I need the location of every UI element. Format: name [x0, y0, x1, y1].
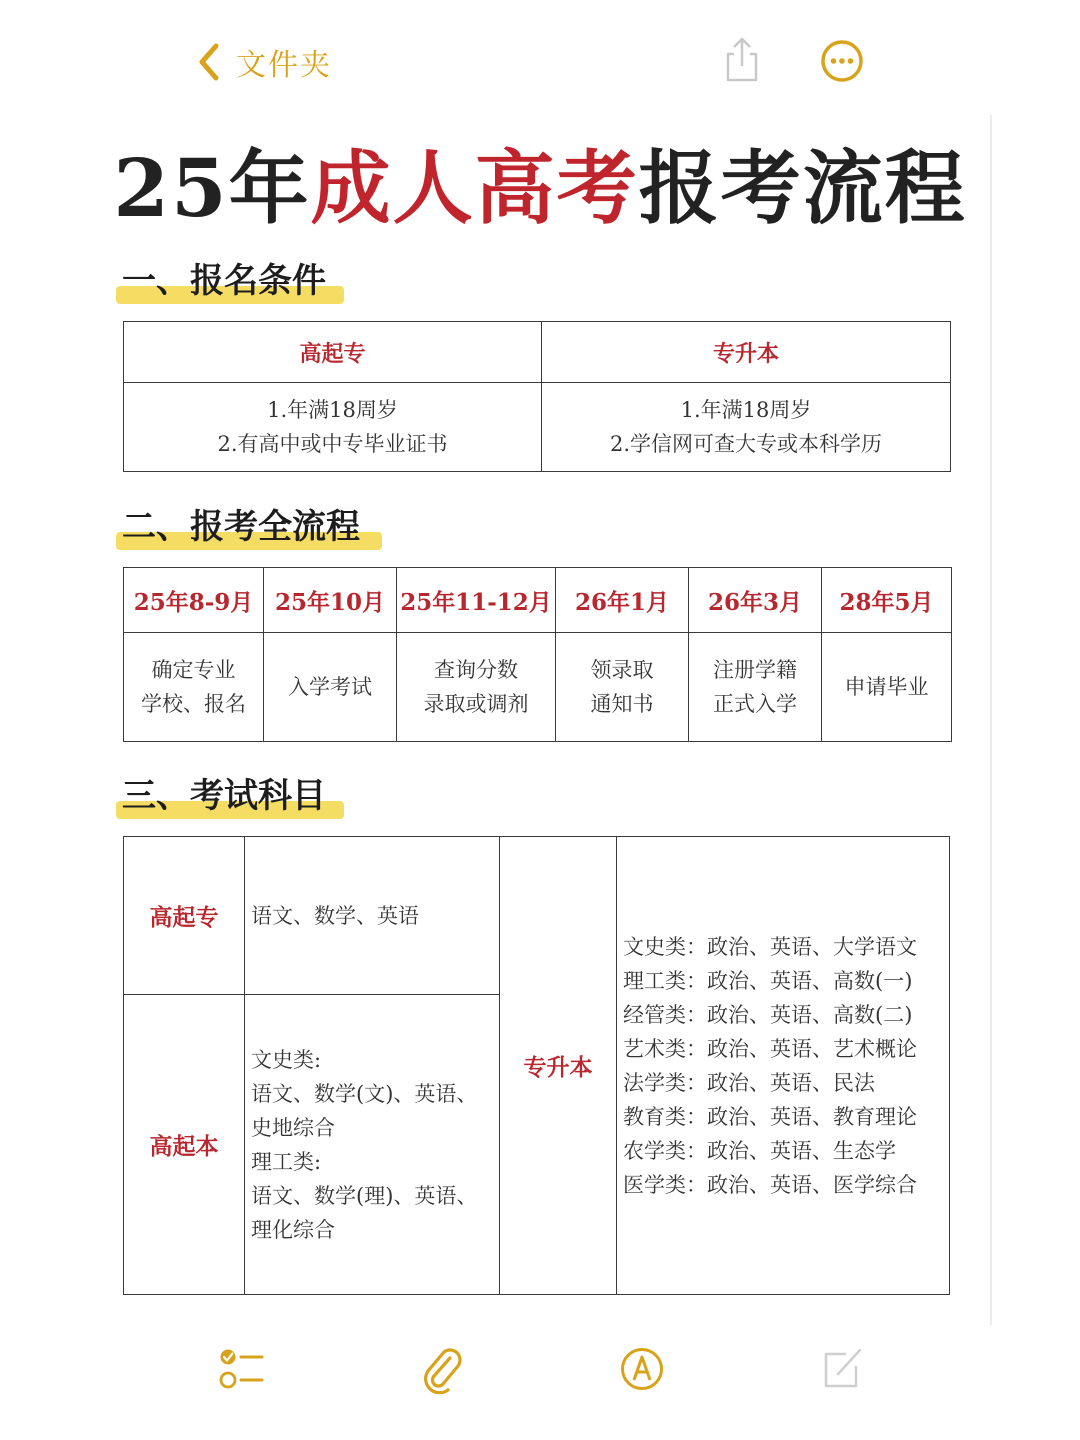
page-title	[0, 140, 1080, 236]
column-header: 专升本	[542, 322, 951, 383]
checklist-icon	[216, 1346, 266, 1392]
requirement-cell	[542, 383, 951, 472]
process-table	[123, 567, 952, 742]
scroll-divider	[990, 115, 992, 1325]
chevron-left-icon	[196, 42, 222, 82]
subject-line: 艺术类：政治、英语、艺术概论	[623, 1036, 917, 1061]
section-heading-text: 一、报名条件	[122, 261, 326, 301]
subject-line: 理工类：政治、英语、高数(一)	[623, 968, 913, 993]
step-date: 26年1月	[556, 568, 689, 633]
subjects-gqz: 语文、数学、英语	[245, 837, 500, 995]
step-line: 确定专业	[151, 658, 236, 682]
step-desc	[264, 633, 397, 742]
subject-line: 理化综合	[251, 1217, 335, 1242]
subject-line: 文史类:	[251, 1047, 322, 1072]
share-button[interactable]	[722, 36, 762, 84]
section-heading-text: 二、报考全流程	[122, 507, 360, 547]
subject-line: 法学类：政治、英语、民法	[623, 1070, 875, 1095]
step-desc	[397, 633, 556, 742]
requirement-cell	[124, 383, 542, 472]
subject-line: 语文、数学(文)、英语、	[251, 1081, 478, 1106]
checklist-button[interactable]	[216, 1346, 266, 1392]
share-icon	[722, 36, 762, 84]
back-label: 文件夹	[236, 48, 332, 83]
ellipsis-circle-icon	[820, 39, 864, 83]
level-label-gqb: 高起本	[124, 995, 245, 1295]
column-header: 高起专	[124, 322, 542, 383]
back-button[interactable]	[196, 38, 332, 86]
markup-button[interactable]	[619, 1346, 665, 1392]
step-date: 28年5月	[822, 568, 952, 633]
title-suffix: 报考流程	[638, 141, 967, 235]
step-desc	[822, 633, 952, 742]
step-line: 注册学籍	[713, 658, 797, 682]
subject-line: 医学类：政治、英语、医学综合	[623, 1172, 917, 1197]
section-heading-text: 三、考试科目	[122, 776, 326, 816]
step-date: 25年11-12月	[397, 568, 556, 633]
section-heading-process	[122, 502, 360, 552]
step-date: 25年10月	[264, 568, 397, 633]
subjects-zsb	[617, 837, 950, 1295]
requirement-line: 2.有高中或中专毕业证书	[217, 432, 448, 456]
title-highlight: 成人高考	[310, 141, 639, 235]
step-date: 26年3月	[689, 568, 822, 633]
step-desc	[124, 633, 264, 742]
subject-line: 文史类：政治、英语、大学语文	[623, 934, 917, 959]
section-heading-requirements	[122, 256, 326, 306]
step-line: 查询分数	[434, 658, 518, 682]
step-line: 学校、报名	[141, 692, 246, 716]
markup-pen-icon	[619, 1346, 665, 1392]
subjects-gqb	[245, 995, 500, 1295]
step-line: 申请毕业	[844, 675, 929, 699]
title-prefix: 25年	[113, 141, 311, 235]
subject-line: 史地综合	[251, 1115, 335, 1140]
level-label-zsb: 专升本	[500, 837, 617, 1295]
more-options-button[interactable]	[820, 39, 864, 83]
compose-icon	[820, 1344, 864, 1390]
attachment-button[interactable]	[420, 1344, 466, 1394]
subject-line: 经管类：政治、英语、高数(二)	[623, 1002, 913, 1027]
subject-line: 教育类：政治、英语、教育理论	[623, 1104, 917, 1129]
step-desc	[556, 633, 689, 742]
step-line: 正式入学	[713, 692, 797, 716]
paperclip-icon	[420, 1344, 466, 1394]
requirement-line: 1.年满18周岁	[680, 398, 812, 422]
subjects-table	[123, 836, 950, 1295]
step-line: 领录取	[590, 658, 654, 682]
step-line: 录取或调剂	[423, 692, 529, 716]
compose-button[interactable]	[820, 1344, 864, 1390]
step-desc	[689, 633, 822, 742]
subject-line: 语文、数学(理)、英语、	[251, 1183, 478, 1208]
step-date: 25年8-9月	[124, 568, 264, 633]
requirement-line: 1.年满18周岁	[267, 398, 398, 422]
requirements-table	[123, 321, 951, 472]
requirement-line: 2.学信网可查大专或本科学历	[609, 432, 883, 456]
section-heading-subjects	[122, 771, 326, 821]
step-line: 入学考试	[288, 675, 372, 699]
step-line: 通知书	[590, 692, 654, 716]
subject-line: 农学类：政治、英语、生态学	[623, 1138, 896, 1163]
level-label-gqz: 高起专	[124, 837, 245, 995]
subject-line: 理工类:	[251, 1149, 322, 1174]
